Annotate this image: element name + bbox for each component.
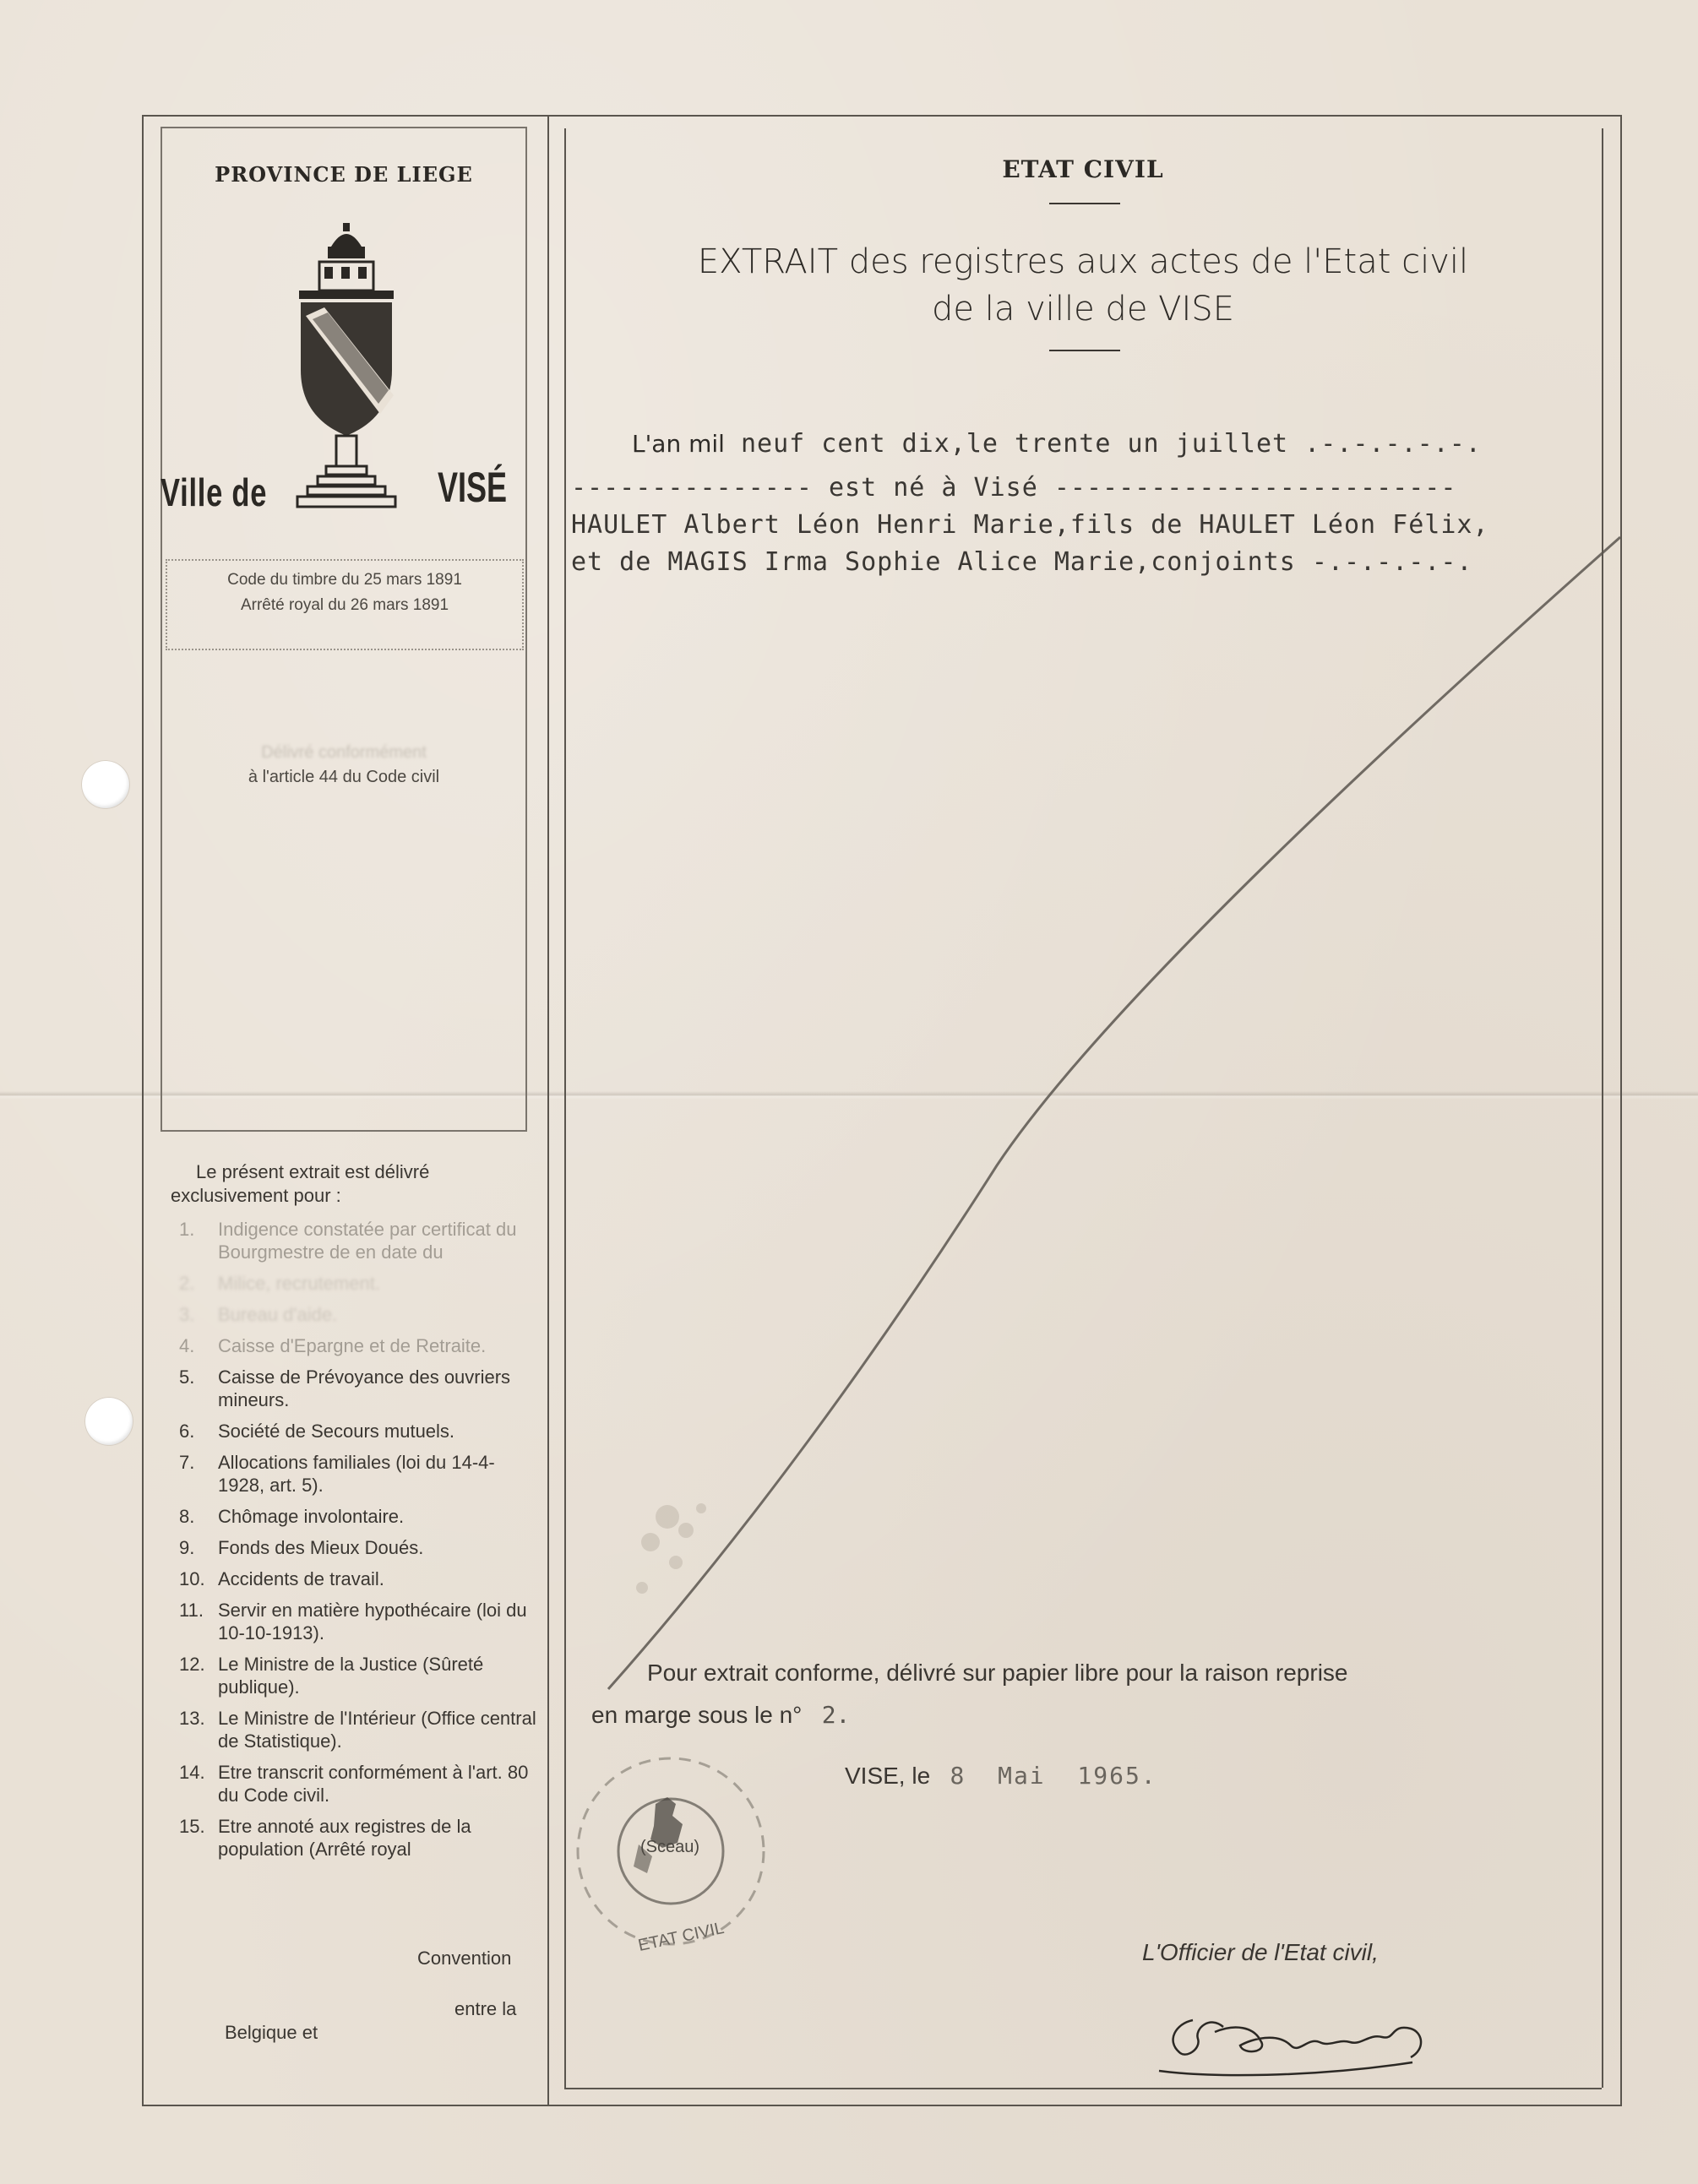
extrait-title-line-1: EXTRAIT des registres aux actes de l'Etat civil: [697, 242, 1469, 281]
pour-extrait-line-2: [591, 1694, 1605, 1736]
province-heading: PROVINCE DE LIEGE: [215, 162, 473, 187]
use-item-text: Le Ministre de la Justice (Sûreté publique).: [218, 1654, 484, 1698]
use-item-number: 5.: [179, 1366, 195, 1388]
use-item-number: 8.: [179, 1506, 195, 1527]
right-column-right-border: [1602, 128, 1603, 2088]
use-item: [171, 1536, 539, 1559]
use-item-number: 12.: [179, 1654, 205, 1675]
use-item-text: Etre transcrit conformément à l'art. 80 du Code civil.: [218, 1762, 529, 1806]
act-label: L'an mil: [632, 430, 725, 458]
use-item-text: Accidents de travail.: [218, 1568, 384, 1589]
use-item: [171, 1334, 539, 1357]
use-item-text: Caisse d'Epargne et de Retraite.: [218, 1335, 487, 1356]
use-item-number: 9.: [179, 1537, 195, 1558]
timbre-line-2: Arrêté royal du 26 mars 1891: [240, 596, 449, 614]
use-item: [171, 1761, 539, 1806]
use-item: [171, 1303, 539, 1326]
heading-rule-bottom: [1049, 350, 1120, 351]
extrait-title: [564, 238, 1602, 333]
article-line: à l'article 44 du Code civil: [248, 768, 440, 786]
extrait-title-line-2: de la ville de VISE: [932, 290, 1234, 329]
use-item-number: 4.: [179, 1335, 195, 1356]
uses-list: [171, 1218, 539, 1869]
use-item-number: 10.: [179, 1568, 205, 1589]
use-item-text: Le Ministre de l'Intérieur (Office central de Statistique).: [218, 1708, 536, 1752]
timbre-box: [166, 559, 524, 650]
use-item-number: 15.: [179, 1816, 205, 1837]
use-item-text: Allocations familiales (loi du 14-4-1928, art. 5).: [218, 1452, 495, 1496]
entre-la-text: entre la: [454, 1998, 517, 2019]
punch-hole-bottom: [84, 1397, 133, 1446]
signature-image: [1142, 1990, 1446, 2100]
act-line-2: --------------- est né à Visé -------------------------: [571, 473, 1457, 503]
article-faded-line: Délivré conformément: [261, 743, 427, 762]
seal-text: (Sceau): [640, 1838, 700, 1856]
vise-le-label: VISE, le: [845, 1763, 931, 1789]
use-item-text: Fonds des Mieux Doués.: [218, 1537, 424, 1558]
use-item: [171, 1815, 539, 1861]
use-item-number: 3.: [179, 1304, 195, 1325]
use-item-text: Servir en matière hypothécaire (loi du 10-10-1913).: [218, 1600, 527, 1643]
coat-of-arms-icon: [287, 221, 405, 508]
use-item-number: 13.: [179, 1708, 205, 1729]
use-item-number: 1.: [179, 1219, 195, 1240]
use-item: [171, 1218, 539, 1263]
use-item-number: 11.: [179, 1600, 204, 1621]
use-item-text: Milice, recrutement.: [218, 1273, 380, 1294]
pour-extrait-line-2-text: en marge sous le n°: [591, 1702, 803, 1728]
officier-label: L'Officier de l'Etat civil,: [1142, 1939, 1379, 1965]
pour-extrait-line-1: Pour extrait conforme, délivré sur papier libre pour la raison reprise: [647, 1660, 1348, 1686]
vise-label: VISÉ: [438, 464, 508, 511]
act-line-1-text: neuf cent dix,le trente un juillet .-.-.-.-.-.: [724, 429, 1482, 459]
use-item-text: Etre annoté aux registres de la population (Arrêté royal: [218, 1816, 471, 1860]
use-item: [171, 1272, 539, 1295]
pour-extrait-paragraph: [591, 1652, 1605, 1736]
extract-intro-line-1: Le présent extrait est délivré: [196, 1161, 430, 1182]
use-item-text: Bureau d'aide.: [218, 1304, 338, 1325]
use-item-text: Indigence constatée par certificat du Bourgmestre de en date du: [218, 1219, 517, 1263]
use-item-text: Société de Secours mutuels.: [218, 1421, 455, 1442]
convention-text: Convention: [417, 1948, 512, 1969]
use-item: [171, 1420, 539, 1442]
act-line-3: HAULET Albert Léon Henri Marie,fils de HAULET Léon Félix,: [571, 510, 1489, 540]
punch-hole-top: [81, 760, 130, 809]
use-item-number: 7.: [179, 1452, 195, 1473]
use-item: [171, 1707, 539, 1752]
heading-rule-top: [1049, 203, 1120, 204]
belgique-text: Belgique et: [225, 2022, 318, 2043]
act-line-4: et de MAGIS Irma Sophie Alice Marie,conjoints -.-.-.-.-.: [571, 547, 1473, 577]
ville-de-label: Ville de: [161, 470, 268, 514]
pour-extrait-number: 2.: [821, 1701, 851, 1729]
extract-intro: [171, 1160, 539, 1208]
extract-intro-line-2: exclusivement pour :: [171, 1185, 341, 1206]
use-item-number: 2.: [179, 1273, 195, 1294]
use-item: [171, 1366, 539, 1411]
date-value: 8 Mai 1965.: [950, 1762, 1157, 1790]
use-item: [171, 1505, 539, 1528]
use-item: [171, 1451, 539, 1497]
article-block: [161, 743, 527, 787]
etat-civil-heading: ETAT CIVIL: [1002, 155, 1164, 183]
seal-ring-text: ETAT CIVIL: [636, 1918, 727, 1955]
use-item: [171, 1653, 539, 1698]
use-item-number: 6.: [179, 1421, 195, 1442]
use-item-number: 14.: [179, 1762, 205, 1783]
use-item: [171, 1567, 539, 1590]
place-date-line: [845, 1762, 1157, 1790]
use-item-text: Caisse de Prévoyance des ouvriers mineurs.: [218, 1366, 511, 1410]
act-line-1: [632, 429, 1482, 459]
use-item: [171, 1599, 539, 1644]
timbre-line-1: Code du timbre du 25 mars 1891: [227, 571, 462, 589]
use-item-text: Chômage involontaire.: [218, 1506, 405, 1527]
